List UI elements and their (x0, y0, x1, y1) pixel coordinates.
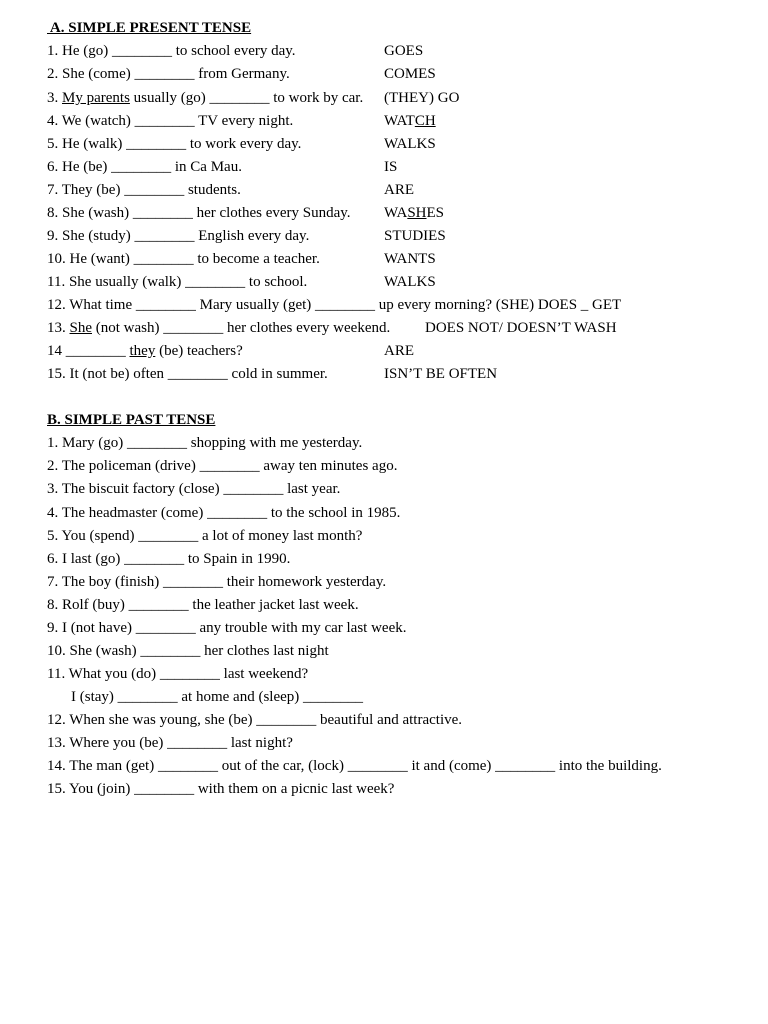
section-a-answer-1: GOES (384, 43, 424, 59)
section-b-question-15: 15. You (join) ________ with them on a picnic last week? (47, 781, 395, 797)
section-a-question-4: 4. We (watch) ________ TV every night. (47, 113, 294, 129)
section-a-answer-9: STUDIES (384, 228, 446, 244)
section-a-answer-13: DOES NOT/ DOESN’T WASH (425, 320, 617, 336)
section-a-question-14 (47, 342, 243, 360)
section-a-question-12: 12. What time ________ Mary usually (get) ________ up every morning? (SHE) DOES _ GET (47, 297, 622, 313)
section-a-question-6: 6. He (be) ________ in Ca Mau. (47, 159, 242, 175)
question-text: (be) teachers? (155, 343, 243, 359)
section-a-answer-3: (THEY) GO (384, 90, 460, 106)
question-number: 14 ________ (47, 343, 130, 359)
section-b-question-13: 13. Where you (be) ________ last night? (47, 735, 293, 751)
answer-part: WA (384, 205, 408, 221)
section-b-question-8: 8. Rolf (buy) ________ the leather jacket last week. (47, 597, 359, 613)
section-a-question-8: 8. She (wash) ________ her clothes every Sunday. (47, 205, 351, 221)
section-a-question-9: 9. She (study) ________ English every day. (47, 228, 310, 244)
section-a-answer-4 (384, 112, 436, 130)
section-b-question-3: 3. The biscuit factory (close) ________ last year. (47, 481, 341, 497)
question-text: (not wash) ________ her clothes every weekend. (92, 320, 391, 336)
section-b-title: B. SIMPLE PAST TENSE (47, 412, 216, 428)
section-a-answer-8 (384, 204, 444, 222)
section-a-answer-15: ISN’T BE OFTEN (384, 366, 498, 382)
underlined-subject: they (129, 343, 156, 359)
section-a-answer-14: ARE (384, 343, 414, 359)
question-number: 13. (47, 320, 70, 336)
underlined-subject: She (69, 320, 92, 336)
section-a-answer-6: IS (384, 159, 398, 175)
section-a-question-11: 11. She usually (walk) ________ to school. (47, 274, 308, 290)
section-b-question-11-continuation: I (stay) ________ at home and (sleep) ________ (71, 689, 364, 705)
section-b-question-14: 14. The man (get) ________ out of the car, (lock) ________ it and (come) ________ into the building. (47, 758, 662, 774)
section-a-title: A. SIMPLE PRESENT TENSE (47, 20, 252, 36)
section-b-question-5: 5. You (spend) ________ a lot of money last month? (47, 528, 363, 544)
section-a-question-7: 7. They (be) ________ students. (47, 182, 241, 198)
section-a-answer-5: WALKS (384, 136, 436, 152)
question-number: 3. (47, 90, 62, 106)
section-b-question-12: 12. When she was young, she (be) ________ beautiful and attractive. (47, 712, 463, 728)
section-b-question-2: 2. The policeman (drive) ________ away ten minutes ago. (47, 458, 398, 474)
section-b-question-10: 10. She (wash) ________ her clothes last night (47, 643, 329, 659)
answer-underlined-part: SH (407, 205, 427, 221)
section-a-answer-10: WANTS (384, 251, 436, 267)
section-a-question-10: 10. He (want) ________ to become a teacher. (47, 251, 320, 267)
answer-part: WAT (384, 113, 415, 129)
question-text: usually (go) ________ to work by car. (129, 90, 364, 106)
answer-underlined-part: CH (414, 113, 436, 129)
answer-part: ES (426, 205, 445, 221)
section-a-question-13 (47, 319, 390, 337)
section-a-answer-11: WALKS (384, 274, 436, 290)
section-a-question-15: 15. It (not be) often ________ cold in summer. (47, 366, 328, 382)
section-b-question-6: 6. I last (go) ________ to Spain in 1990. (47, 551, 291, 567)
underlined-subject: My parents (62, 90, 130, 106)
section-a-answer-2: COMES (384, 66, 436, 82)
section-a-answer-7: ARE (384, 182, 414, 198)
section-a-question-1: 1. He (go) ________ to school every day. (47, 43, 296, 59)
section-b-question-1: 1. Mary (go) ________ shopping with me yesterday. (47, 435, 363, 451)
section-a-question-2: 2. She (come) ________ from Germany. (47, 66, 290, 82)
section-a-question-3 (47, 89, 363, 107)
section-a-question-5: 5. He (walk) ________ to work every day. (47, 136, 302, 152)
section-b-question-11: 11. What you (do) ________ last weekend? (47, 666, 309, 682)
section-b-question-9: 9. I (not have) ________ any trouble with my car last week. (47, 620, 407, 636)
section-b-question-4: 4. The headmaster (come) ________ to the school in 1985. (47, 505, 401, 521)
section-b-question-7: 7. The boy (finish) ________ their homework yesterday. (47, 574, 387, 590)
